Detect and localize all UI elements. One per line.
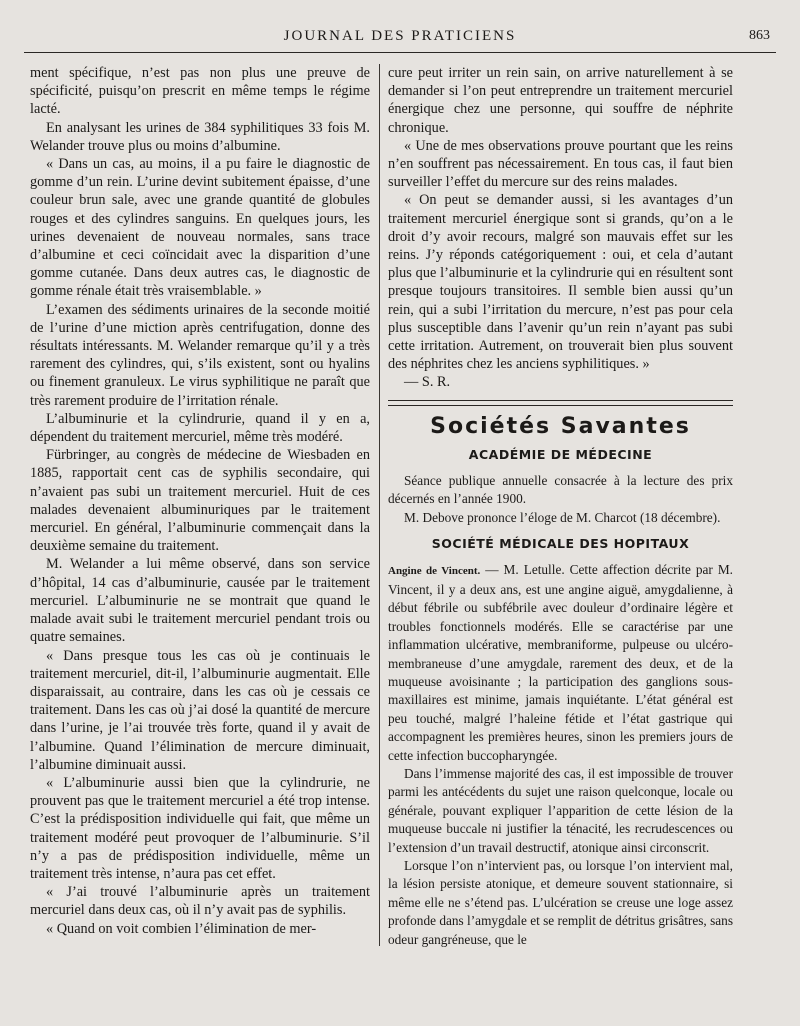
- column-divider: [379, 64, 380, 946]
- subsection-heading-academie: ACADÉMIE DE MÉDECINE: [468, 446, 653, 462]
- paragraph: « L’albuminurie aussi bien que la cylindrurie, ne prouvent pas que le traitement mercuriel a été trop intense. C’est la prédisposition individuelle qui fait, que même un traitement modéré peut provoquer de l’albuminurie. S’il n’y a pas de prédisposition individuelle, même un traitement très intense, n’aura pas cet effet.: [30, 774, 370, 882]
- page-number: 863: [749, 28, 770, 43]
- paragraph: « Une de mes observations prouve pourtant que les reins n’en souffrent pas nécessairement. En tous cas, il faut bien surveiller l’effet du mercure sur des reins malades.: [388, 137, 733, 191]
- run-in-title: Angine de Vincent.: [388, 565, 481, 578]
- paragraph: « Dans presque tous les cas où je continuais le traitement mercuriel, dit-il, l’albuminurie augmentait. Elle disparaissait, au contraire, dans les cas où je cessais ce traitement. Dans les cas où j’ai dosé la quantité de mercure dans l’urine, je l’ai trouvée très forte, quand il y avait de l’albumine. Quand l’élimination de mercure diminuait, l’albumine diminuait aussi.: [30, 647, 370, 773]
- paragraph: Lorsque l’on n’intervient pas, ou lorsque l’on intervient mal, la lésion persiste atonique, et demeure souvent stationnaire, si même elle ne s’étend pas. L’ulcération se creuse une loge assez profonde dans l’amygdale et se remplit de détritus grisâtres, sans odeur gangréneuse, que le: [388, 857, 733, 947]
- subsection-heading-societe-medicale: SOCIÉTÉ MÉDICALE DES HOPITAUX: [431, 536, 690, 552]
- paragraph: Fürbringer, au congrès de médecine de Wiesbaden en 1885, rapportait cent cas de syphilis secondaire, qui n’avaient pas subi un traitement mercuriel. Huit de ces malades devenaient albuminuriques par le traitement mercuriel. En général, l’albuminurie commençait dans la deuxième semaine du traitement.: [30, 447, 370, 555]
- paragraph: En analysant les urines de 384 syphilitiques 33 fois M. Welander trouve plus ou moins d’albumine.: [30, 119, 370, 154]
- left-column: [30, 64, 370, 938]
- paragraph: M. Welander a lui même observé, dans son service d’hôpital, 14 cas d’albuminurie, causée par le traitement mercuriel. L’albuminurie ne se montrait que quand le malade avait subi le traitement mercuriel pendant trois ou quatre semaines.: [30, 556, 370, 646]
- paragraph: Séance publique annuelle consacrée à la lecture des prix décernés en l’année 1900.: [388, 473, 733, 507]
- paragraph: ment spécifique, n’est pas non plus une preuve de spécificité, puisqu’on prescrit en même temps le régime lacté.: [30, 65, 370, 118]
- section-rule: [388, 400, 733, 406]
- paragraph: « Dans un cas, au moins, il a pu faire le diagnostic de gomme d’un rein. L’urine devint subitement épaisse, d’une couleur brun sale, avec une grande quantité de globules rouges et des cylindres sanguins. En quelques jours, les urines devenaient de nouveau normales, sans trace d’albumine et ceci coïncidait avec la disparition d’une gomme cutanée. Dans deux autres cas, le diagnostic de gomme rénale était très vraisemblable. »: [30, 156, 370, 300]
- paragraph-angine: [388, 561, 733, 764]
- paragraph: Dans l’immense majorité des cas, il est impossible de trouver parmi les antécédents du sujet une raison quelconque, locale ou générale, pouvant expliquer l’apparition de cette lésion de la muqueuse buccale ni justifier la ténacité, les recrudescences ou l’extension d’un travail destructif, atonique ainsi circonscrit.: [388, 765, 733, 855]
- paragraph: « J’ai trouvé l’albuminurie après un traitement mercuriel dans deux cas, où il n’y avait pas de syphilis.: [30, 884, 370, 919]
- journal-title: JOURNAL DES PRATICIENS: [283, 28, 517, 44]
- right-column: [388, 64, 733, 949]
- section-heading: Sociétés Savantes: [430, 413, 691, 439]
- paragraph: cure peut irriter un rein sain, on arrive naturellement à se demander si l’on peut entreprendre un traitement mercuriel énergique chez une personne, qui souffre de néphrite chronique.: [388, 65, 733, 136]
- running-head: [24, 26, 776, 53]
- paragraph: M. Debove prononce l’éloge de M. Charcot (18 décembre).: [404, 509, 721, 525]
- paragraph: L’examen des sédiments urinaires de la seconde moitié de l’urine d’une miction après centrifugation, donne des résultats intéressants. M. Welander remarque qu’il y a très rarement des cylindres, qui, s’ils existent, sont ou hyalins ou finement granuleux. Le virus syphilitique ne paraît que très rarement produire de l’irritation rénale.: [30, 301, 370, 409]
- signature: — S. R.: [404, 374, 451, 391]
- paragraph: « On peut se demander aussi, si les avantages d’un traitement mercuriel énergique sont si grands, qu’on a le droit d’y avoir recours, malgré son mauvais effet sur les reins. J’y réponds catégoriquement : oui, et cela d’autant plus que l’albuminurie et la cylindrurie qui en résultent sont presque toujours transitoires. Il semble bien aussi qu’un rein, qui a subi l’irritation du mercure, n’est pas pour cela plus susceptible dans l’avenir qu’un rein n’ayant pas subi cette irritation. Autrement, on trouverait bien plus souvent des néphrites chez les anciens syphilitiques. »: [388, 192, 733, 373]
- paragraph: L’albuminurie et la cylindrurie, quand il y en a, dépendent du traitement mercuriel, même très modéré.: [30, 410, 370, 446]
- paragraph-body: — M. Letulle. Cette affection décrite par M. Vincent, il y a deux ans, est une angine aiguë, amygdalienne, à début fébrile ou subfébrile avec douleur d’ordinaire légère et troubles fonctionnels modérés. Elle se caractérise par une inflammation ulcérative, membraniforme, pulpeuse ou ulcéro-membraneuse d’une amygdale, rarement des deux, et de la muqueuse avoisinante ; la participation des ganglions sous-maxillaires est minime, jamais inquiétante. L’état général est peu touché, malgré l’haleine fétide et l’état gastrique qui accompagnent les premières heures, sinon les premiers jours de cette infection buccopharyngée.: [388, 562, 733, 763]
- paragraph: « Quand on voit combien l’élimination de mer-: [46, 920, 317, 937]
